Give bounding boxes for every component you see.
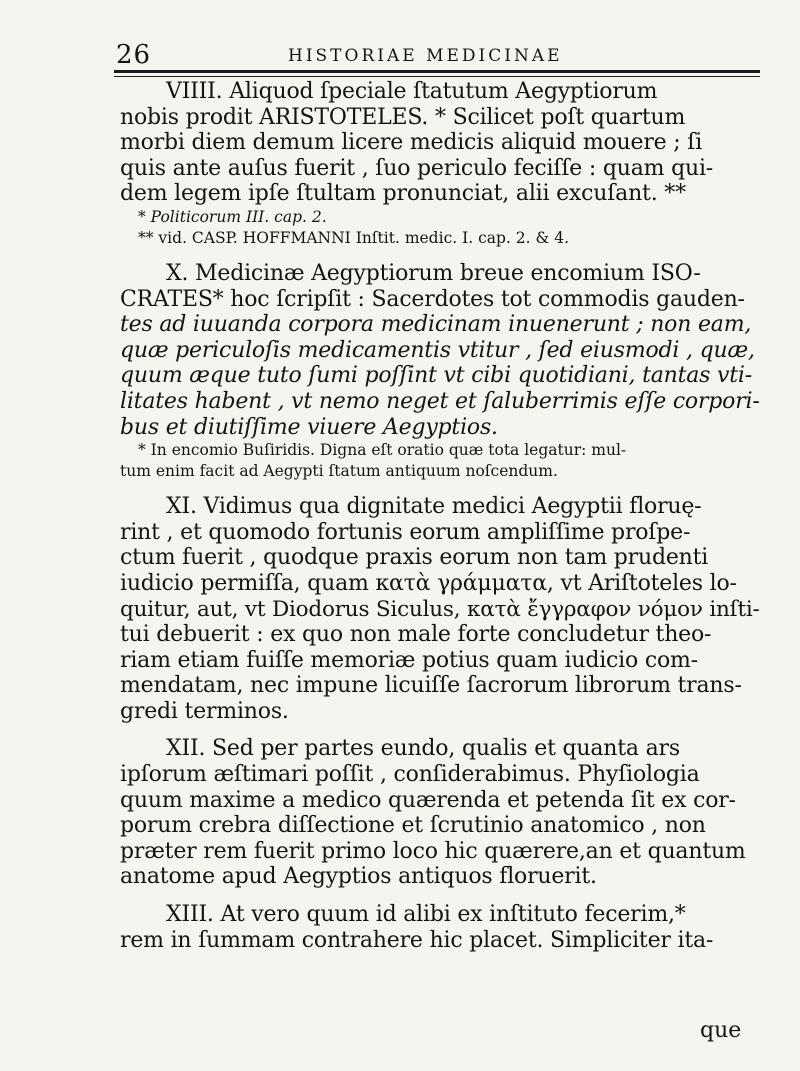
section-viiii <box>120 79 765 249</box>
page-body <box>120 79 765 953</box>
running-title: HISTORIAE MEDICINAE <box>288 46 563 66</box>
text-line: XIII. At vero quum id alibi ex inſtituto fecerim,* <box>166 902 686 928</box>
footnote: ** vid. CASP. HOFFMANNI Inſtit. medic. I. cap. 2. & 4. <box>138 228 570 247</box>
text-line: CRATES* hoc ſcripſit : Sacerdotes tot commodis gauden- <box>120 286 745 312</box>
footnote: * Politicorum III. cap. 2. <box>138 207 327 226</box>
text-line: quum æque tuto ſumi poſſint vt cibi quotidiani, tantas vti- <box>120 363 753 389</box>
footnote: * In encomio Buſiridis. Digna eſt oratio quæ tota legatur: mul- <box>138 441 627 460</box>
header-rule-thin <box>114 76 760 77</box>
catchword: que <box>700 1018 742 1043</box>
section-xi <box>120 494 765 724</box>
header-rule <box>114 70 760 73</box>
text-line: ipſorum æſtimari poſſit , conſiderabimus. Phyſiologia <box>120 762 700 788</box>
text-line: rint , et quomodo fortunis eorum ampliſſime proſpe- <box>120 519 691 545</box>
section-xii <box>120 736 765 890</box>
text-line: VIIII. Aliquod ſpeciale ſtatutum Aegyptiorum <box>166 79 658 104</box>
text-line: X. Medicinæ Aegyptiorum breue encomium ISO- <box>166 260 701 286</box>
text-line: quæ periculoſis medicamentis vtitur , ſed eiusmodi , quæ, <box>120 337 755 363</box>
text-line: gredi terminos. <box>120 698 289 724</box>
footnote: tum enim facit ad Aegypti ſtatum antiquum noſcendum. <box>120 462 558 481</box>
text-line: ctum fuerit , quodque praxis eorum non tam prudenti <box>120 545 709 571</box>
text-line: XI. Vidimus qua dignitate medici Aegyptii floruę- <box>166 494 702 520</box>
text-line: XII. Sed per partes eundo, qualis et quanta ars <box>166 736 680 762</box>
text-line: quum maxime a medico quærenda et petenda ſit ex cor- <box>120 787 736 813</box>
text-line: rem in ſummam contrahere hic placet. Simpliciter ita- <box>120 927 714 953</box>
text-line: morbi diem demum licere medicis aliquid mouere ; ſi <box>120 130 703 156</box>
text-line: bus et diutiſſime viuere Aegyptios. <box>120 414 498 440</box>
section-x <box>120 261 765 482</box>
section-xiii <box>120 902 765 953</box>
text-line: riam etiam fuiſſe memoriæ potius quam iudicio com- <box>120 647 698 673</box>
text-line: litates habent , vt nemo neget et ſaluberrimis eſſe corpori- <box>120 388 760 414</box>
text-line: anatome apud Aegyptios antiquos floruerit. <box>120 864 597 890</box>
page-number: 26 <box>116 40 152 70</box>
running-header <box>108 40 758 70</box>
text-line: præter rem fuerit primo loco hic quærere,an et quantum <box>120 838 746 864</box>
text-line: nobis prodit ARISTOTELES. * Scilicet poſt quartum <box>120 104 686 130</box>
text-line: quitur, aut, vt Diodorus Siculus, κατὰ ἔγγραφον νόμον inſti- <box>120 596 760 622</box>
text-line: tui debuerit : ex quo non male forte concludetur theo- <box>120 622 712 648</box>
text-line: mendatam, nec impune licuiſſe ſacrorum librorum trans- <box>120 673 742 699</box>
text-line: tes ad iuuanda corpora medicinam inuenerunt ; non eam, <box>120 312 752 338</box>
text-line: dem legem ipſe ſtultam pronunciat, alii excuſant. ** <box>120 181 686 207</box>
text-line: quis ante auſus fuerit , ſuo periculo feciſſe : quam qui- <box>120 155 714 181</box>
text-line: iudicio permiſſa, quam κατὰ γράμματα, vt Ariſtoteles lo- <box>120 570 737 596</box>
text-line: porum crebra diſſectione et ſcrutinio anatomico , non <box>120 813 706 839</box>
